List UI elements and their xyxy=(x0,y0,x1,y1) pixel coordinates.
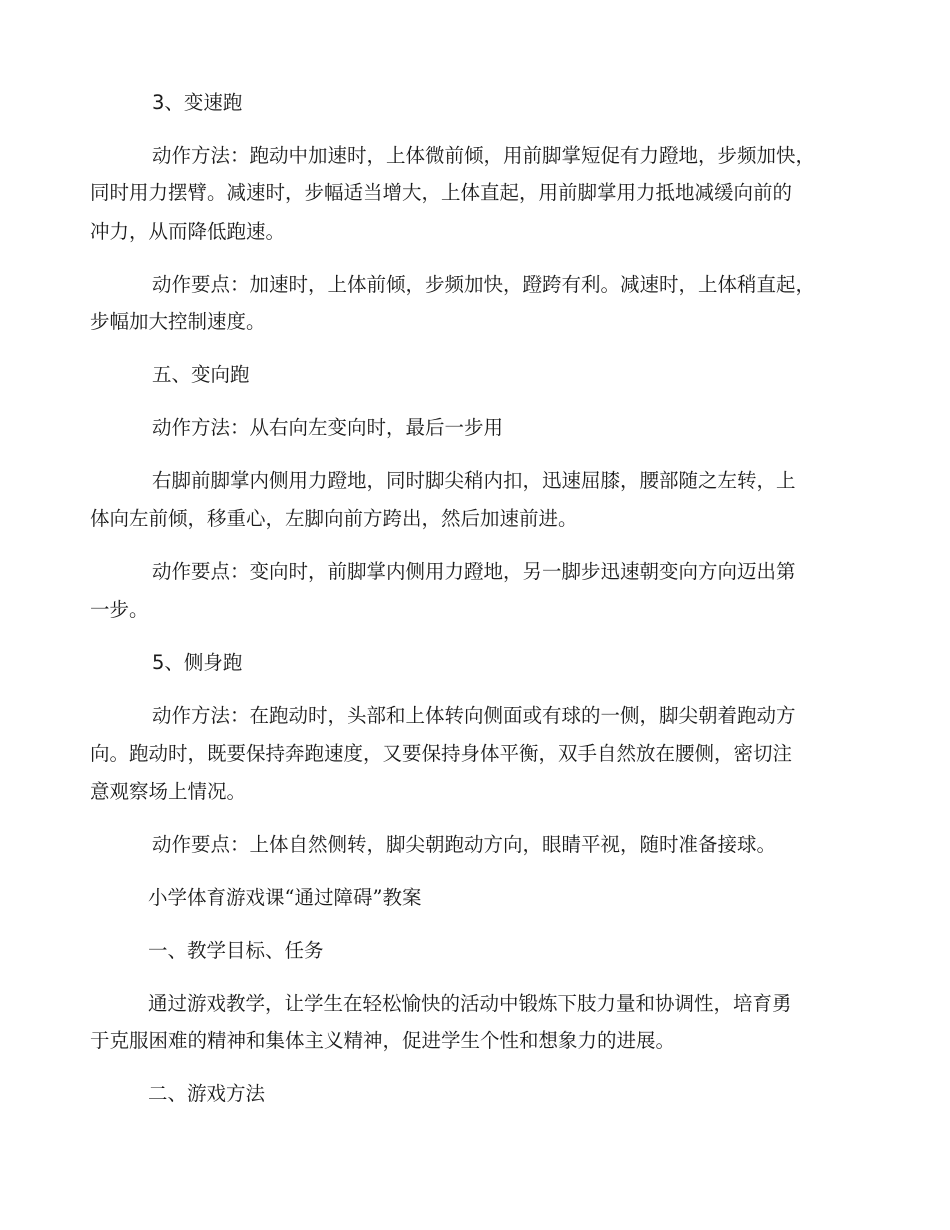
paragraph-line: 动作要点：上体自然侧转，脚尖朝跑动方向，眼睛平视，随时准备接球。 xyxy=(152,833,777,856)
paragraph-line: 体向左前倾，移重心，左脚向前方跨出，然后加速前进。 xyxy=(90,507,578,530)
paragraph-line: 同时用力摆臂。减速时，步幅适当增大，上体直起，用前脚掌用力抵地减缓向前的 xyxy=(90,181,793,204)
paragraph-line: 右脚前脚掌内侧用力蹬地，同时脚尖稍内扣，迅速屈膝，腰部随之左转，上 xyxy=(152,469,796,492)
section-heading-game-method: 二、游戏方法 xyxy=(148,1082,266,1105)
section-heading-direction-change-run: 五、变向跑 xyxy=(152,363,250,386)
paragraph-line: 动作方法：跑动中加速时，上体微前倾，用前脚掌短促有力蹬地，步频加快， xyxy=(152,144,816,167)
section-heading-variable-speed-run: 3、变速跑 xyxy=(152,91,243,114)
paragraph-line: 一步。 xyxy=(90,598,149,621)
paragraph-line: 向。跑动时，既要保持奔跑速度，又要保持身体平衡，双手自然放在腰侧，密切注 xyxy=(90,742,793,765)
section-heading-sideways-run: 5、侧身跑 xyxy=(152,651,243,674)
paragraph-line: 动作要点：变向时，前脚掌内侧用力蹬地，另一脚步迅速朝变向方向迈出第 xyxy=(152,560,796,583)
paragraph-line: 通过游戏教学，让学生在轻松愉快的活动中锻炼下肢力量和协调性，培育勇 xyxy=(148,992,792,1015)
paragraph-line: 动作要点：加速时，上体前倾，步频加快，蹬跨有利。减速时，上体稍直起， xyxy=(152,273,816,296)
paragraph-line: 步幅加大控制速度。 xyxy=(90,310,266,333)
paragraph-line: 冲力，从而降低跑速。 xyxy=(90,220,286,243)
paragraph-line: 动作方法：从右向左变向时，最后一步用 xyxy=(152,416,504,439)
paragraph-line: 于克服困难的精神和集体主义精神，促进学生个性和想象力的进展。 xyxy=(90,1029,676,1052)
lesson-title: 小学体育游戏课“通过障碍”教案 xyxy=(148,886,422,909)
paragraph-line: 意观察场上情况。 xyxy=(90,780,247,803)
section-heading-goals: 一、教学目标、任务 xyxy=(148,939,324,962)
paragraph-line: 动作方法：在跑动时，头部和上体转向侧面或有球的一侧，脚尖朝着跑动方 xyxy=(152,704,796,727)
